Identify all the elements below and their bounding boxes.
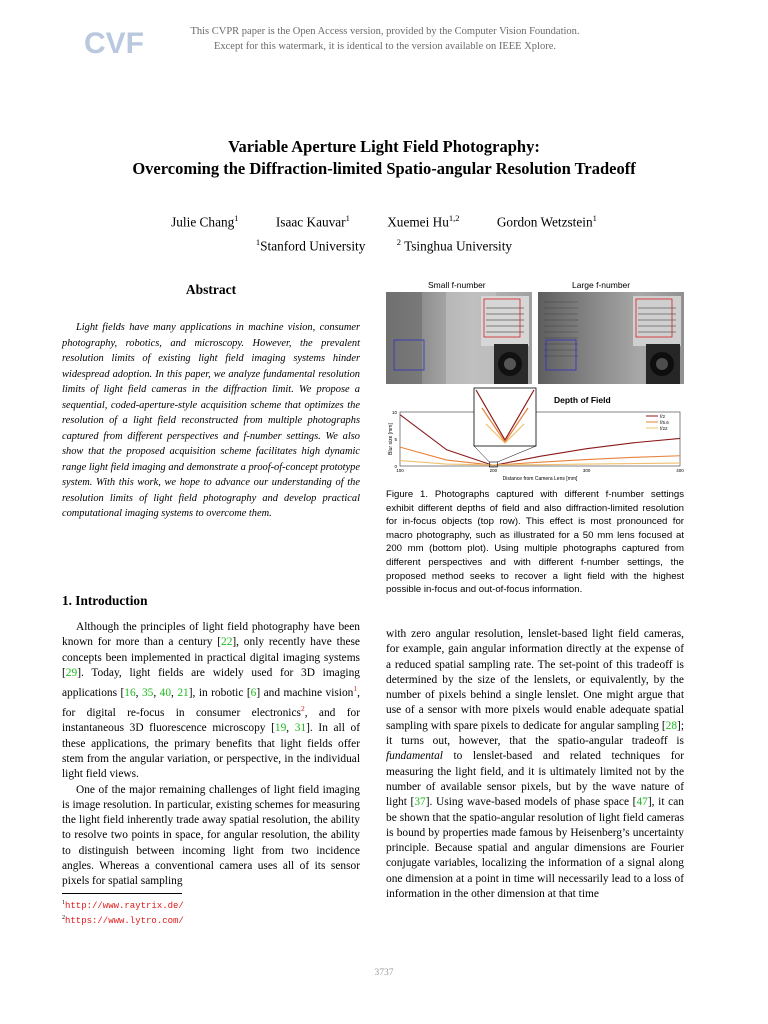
footnote-rule <box>62 893 182 894</box>
citation-link[interactable]: 31 <box>294 722 307 735</box>
x-axis-label: Distance from Camera Lens [mm] <box>502 476 578 482</box>
title-line-2: Overcoming the Diffraction-limited Spatio-angular Resolution Tradeoff <box>132 159 636 178</box>
y-tick-label: 0 <box>394 464 397 469</box>
legend-label: f/5.6 <box>660 419 669 425</box>
watermark <box>150 24 620 54</box>
citation-link[interactable]: 28 <box>665 719 678 732</box>
x-tick-label: 100 <box>396 468 404 473</box>
y-axis-label: Blur size [mm] <box>388 423 394 455</box>
photo-small-f-number <box>386 292 532 384</box>
citation-link[interactable]: 16 <box>124 686 136 699</box>
figure-1 <box>386 278 686 488</box>
author-list <box>40 208 728 232</box>
citation-link[interactable]: 29 <box>65 666 78 679</box>
introduction-text <box>62 620 360 890</box>
photo-large-f-number <box>538 292 684 384</box>
affiliation: $^1$Stanford University <box>255 237 366 254</box>
citation-link[interactable]: 19 <box>274 722 287 735</box>
abstract-section <box>62 280 360 522</box>
footnote-url[interactable]: https://www.lytro.com/ <box>65 916 184 926</box>
affiliations <box>40 232 728 256</box>
author: Julie Chang$^1$ <box>171 213 239 230</box>
x-tick-label: 300 <box>582 468 591 473</box>
intro-paragraph-2: One of the major remaining challenges of light field imaging is image resolution. In particular, existing schemes for measuring the light field inherently trade away spatial resolution, the ability to resolve two points in space, for angular resolution, the ability to distinguish between incoming light from two incidence angles. Whereas a conventional camera uses all of its sensor pixels for spatial sampling <box>62 783 360 888</box>
affiliation: $^2$ Tsinghua University <box>396 237 513 254</box>
footnote: $^1$http://www.raytrix.de/ <box>62 900 184 911</box>
watermark-line-2: Except for this watermark, it is identical to the version available on IEEE Xplore. <box>213 41 556 52</box>
author: Isaac Kauvar$^1$ <box>275 213 350 230</box>
abstract-text: Light fields have many applications in machine vision, consumer photography, robotics, and microscopy. However, the prevalent resolution limits of existing light field imaging systems hinder widespread adoption. In this paper, we analyze fundamental resolution limits of light field cameras in the diffraction limit. We propose a sequential, coded-aperture-style acquisition scheme that optimizes the resolution of a light field reconstructed from multiple photographs captured from different perspectives and f-number settings. We also show that the proposed acquisition scheme facilitates high dynamic range light field imaging and demonstrate a proof-of-concept prototype system. With this work, we hope to advance our understanding of the resolution limits of light field photography and develop practical computational imaging systems to overcome them. <box>62 322 360 519</box>
paper-title <box>40 136 728 180</box>
svg-text:CVF: CVF <box>84 27 144 60</box>
zoom-inset <box>474 388 536 446</box>
page-number: 3737 <box>374 968 394 978</box>
title-line-1: Variable Aperture Light Field Photography: <box>228 137 540 156</box>
citation-link[interactable]: 40 <box>159 686 172 699</box>
label-large-f-number: Large f-number <box>572 280 631 290</box>
right-paragraph: with zero angular resolution, lenslet-based light field cameras, for example, gain angular information directly at the expense of a reduced spatial sampling rate. The set-point of this tradeoff is determined by the size of the lenslets, or equivalently, by the number of pixels behind a single lenslet. One might argue that use of a sensor with more pixels would enable adequate spatial sampling with spare pixels to dedicate for angular sampling [28]; it turns out, however, that the spatio-angular tradeoff is fundamental to lenslet-based and related techniques for measuring the light field, and it is ultimately limited not by the number of available sensor pixels, but by the wave nature of light [37]. Using wave-based models of phase space [47], it can be shown that the spatio-angular resolution of light field cameras is bound by properties made famous by Heisenberg’s uncertainty principle. Because spatial and angular dimensions are Fourier conjugate variables, localizing the information of a signal along one dimension at a point in time will necessarily lead to a loss of information in the other dimension at that time <box>386 628 684 901</box>
footnote: $^2$https://www.lytro.com/ <box>62 915 184 926</box>
chart-title: Depth of Field <box>554 395 611 405</box>
label-small-f-number: Small f-number <box>428 280 486 290</box>
citation-link[interactable]: 21 <box>177 686 189 699</box>
citation-link[interactable]: 47 <box>636 796 648 809</box>
author: Xuemei Hu$^{1,2}$ <box>387 213 460 230</box>
y-tick-label: 5 <box>394 437 397 442</box>
watermark-line-1: This CVPR paper is the Open Access version, provided by the Computer Vision Foundation. <box>190 26 580 37</box>
section-heading-introduction: 1. Introduction <box>62 593 148 608</box>
intro-paragraph-1: Although the principles of light field photography have been known for more than a century [22], only recently have these concepts been implemented in practical digital imaging systems [29]. Today, light fields are widely used for 3D imaging applications [16, 35, 40, 21], in robotic [6] and machine vision$^1$, for digital re-focus in consumer electronics$^2$, and for instantaneous 3D fluorescence microscopy [19, 31]. In all of these applications, the primary benefits that light fields offer stem from the angular variation, or perspective, in the individual light field views. <box>62 621 360 781</box>
citation-link[interactable]: 6 <box>250 686 257 699</box>
author: Gordon Wetzstein$^1$ <box>496 213 597 230</box>
footnote-ref[interactable]: 1 <box>353 684 358 694</box>
figure-caption: Figure 1. Photographs captured with different f-number settings exhibit different depths of field and also diffraction-limited resolution for in-focus objects (top row). This effect is most pronounced for macro photography, such as illustrated for a 50 mm lens focused at 200 mm (bottom plot). Using multiple photographs captured from different perspectives and with different f-number settings, the proposed method seeks to recover a light field with the highest possible in-focus and out-of-focus information. <box>386 489 684 596</box>
abstract-heading: Abstract <box>185 282 237 297</box>
footnotes <box>62 897 184 927</box>
legend-label: f/2 <box>660 413 666 419</box>
citation-link[interactable]: 22 <box>221 636 233 649</box>
footnote-ref[interactable]: 2 <box>300 704 305 714</box>
citation-link[interactable]: 35 <box>141 686 154 699</box>
citation-link[interactable]: 37 <box>414 796 426 809</box>
depth-of-field-chart <box>386 388 686 488</box>
x-tick-label: 400 <box>676 468 684 473</box>
authors-block <box>40 208 728 257</box>
y-tick-label: 10 <box>391 410 397 415</box>
cvf-logo <box>82 20 144 60</box>
footnote-url[interactable]: http://www.raytrix.de/ <box>65 901 184 911</box>
plot-area <box>400 412 680 466</box>
right-column-text <box>386 627 684 902</box>
x-tick-label: 200 <box>489 468 498 473</box>
legend-label: f/22 <box>660 425 668 431</box>
